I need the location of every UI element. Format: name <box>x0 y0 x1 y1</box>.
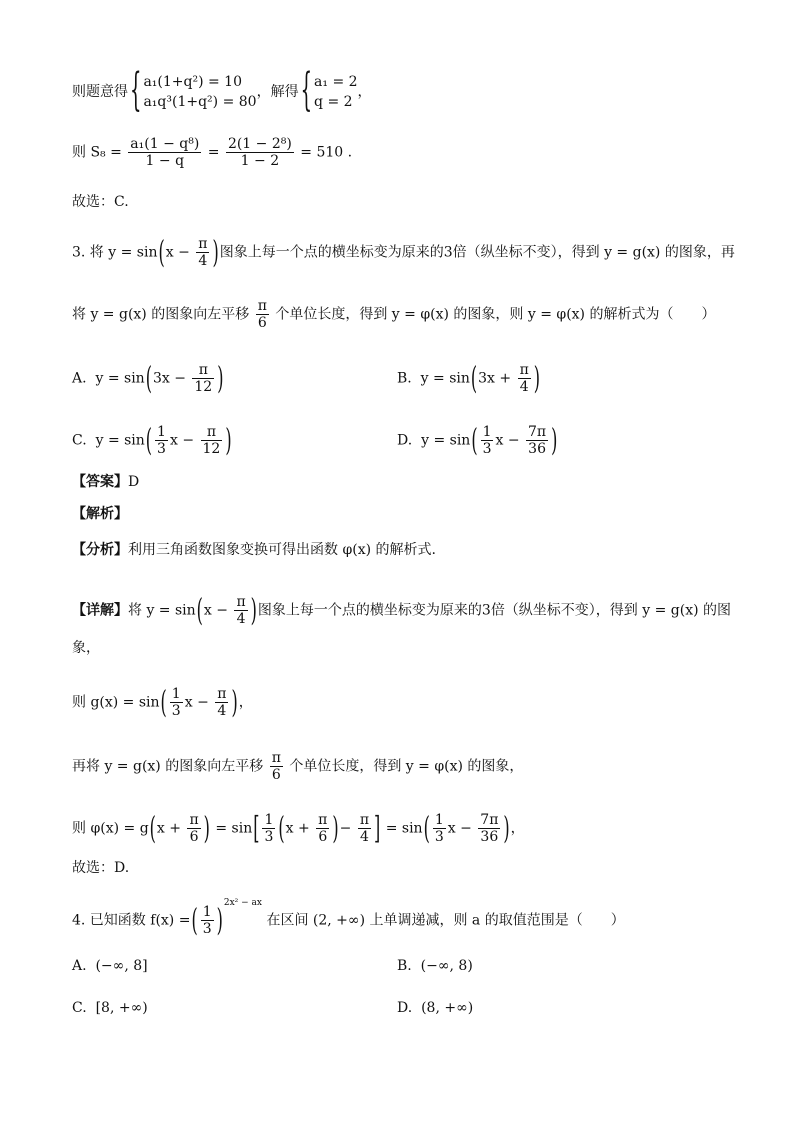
step-1: 则 g(x) = sin( $\frac{1}{3}$ x − $\frac{\pi}{4}$ )， <box>72 683 253 720</box>
analysis-tag: 【解析】 <box>72 506 128 522</box>
option-4c[interactable]: C. [8, +∞) <box>72 1000 148 1016</box>
equation-2: a₁q³(1+q²) = 80 <box>143 94 257 110</box>
solution-2: q = 2 <box>314 94 353 110</box>
option-4a[interactable]: A. (−∞, 8] <box>72 958 148 974</box>
option-b[interactable]: B. y = sin(3x + $\frac{\pi}{4}$ ) <box>397 359 541 396</box>
fenxi-line: 【分析】利用三角函数图象变换可得出函数 φ(x) 的解析式. <box>72 542 436 558</box>
xiangjie-line: 【详解】将 y = sin(x − $\frac{\pi}{4}$ )图象上每一个点的横坐标变为原来的3倍（纵坐标不变），得到 y = g(x) 的图 <box>72 591 732 628</box>
text-suffix: ， <box>357 84 372 100</box>
fraction-2: $\frac{\text{2(1 − 2⁸)}}{1 - 2}$ <box>227 136 292 169</box>
sum-prefix: 则 S₈ = <box>72 144 122 161</box>
equation-1: a₁(1+q²) = 10 <box>143 74 242 90</box>
step-2: 再将 y = g(x) 的图象向左平移 $\frac{\pi}{6}$ 个单位长度，得到 y = φ(x) 的图象， <box>72 750 524 783</box>
option-a[interactable]: A. y = sin(3x − $\frac{\pi}{12}$ ) <box>72 359 224 396</box>
option-4b[interactable]: B. (−∞, 8) <box>397 958 473 974</box>
choice-c-line: 故选：C. <box>72 194 129 210</box>
text-prefix: 则题意得 <box>72 84 128 100</box>
step-3: 则 φ(x) = g(x + $\frac{\pi}{6}$ ) = sin[ $\frac{1}{3}$ (x + $\frac{\pi}{6}$ )− $\frac{\pi}{4}$ ] = sin( $\frac{1}{3}$ x − $\frac{7\pi}{36}$ )， <box>72 809 525 846</box>
question-4: 4. 已知函数 f(x) =( $\frac{1}{3}$ )$^{2x^2 - ax}$ 在区间 (2, +∞) 上单调递减，则 a 的取值范围是（ ） <box>72 897 625 938</box>
option-d[interactable]: D. y = sin( $\frac{1}{3}$ x − $\frac{7\pi}{36}$ ) <box>397 421 558 458</box>
fraction-1: $\frac{\text{a₁(1 − q⁸)}}{1 - q}$ <box>130 136 200 169</box>
xiangjie-cont: 象， <box>72 640 100 656</box>
option-4d[interactable]: D. (8, +∞) <box>397 1000 474 1016</box>
option-c[interactable]: C. y = sin( $\frac{1}{3}$ x − $\frac{\pi}{12}$ ) <box>72 421 232 458</box>
sum-result: = 510 . <box>300 144 353 161</box>
question-3-line-1: 3. 将 y = sin(x − $\frac{\pi}{4}$ )图象上每一个点的横坐标变为原来的3倍（纵坐标不变），得到 y = g(x) 的图象，再 <box>72 233 735 270</box>
question-3-line-2: 将 y = g(x) 的图象向左平移 $\frac{\pi}{6}$ 个单位长度，得到 y = φ(x) 的图象，则 y = φ(x) 的解析式为（ ） <box>72 298 716 331</box>
choice-d-line: 故选：D. <box>72 860 130 876</box>
answer-value: D <box>128 474 140 490</box>
system-line: 则题意得 { a₁(1+q²) = 10 a₁q³(1+q²) = 80 ，解得 { a₁ = 2 q = 2 ， <box>72 64 372 117</box>
sum-line: 则 S₈ = $\frac{\text{a₁(1 − q⁸)}}{1 - q}$ = $\frac{\text{2(1 − 2⁸)}}{1 - 2}$ = 510 . <box>72 136 353 169</box>
answer-tag: 【答案】 <box>72 474 128 490</box>
solution-1: a₁ = 2 <box>314 74 358 90</box>
text-mid: ，解得 <box>256 84 299 100</box>
answer-line <box>72 472 139 492</box>
